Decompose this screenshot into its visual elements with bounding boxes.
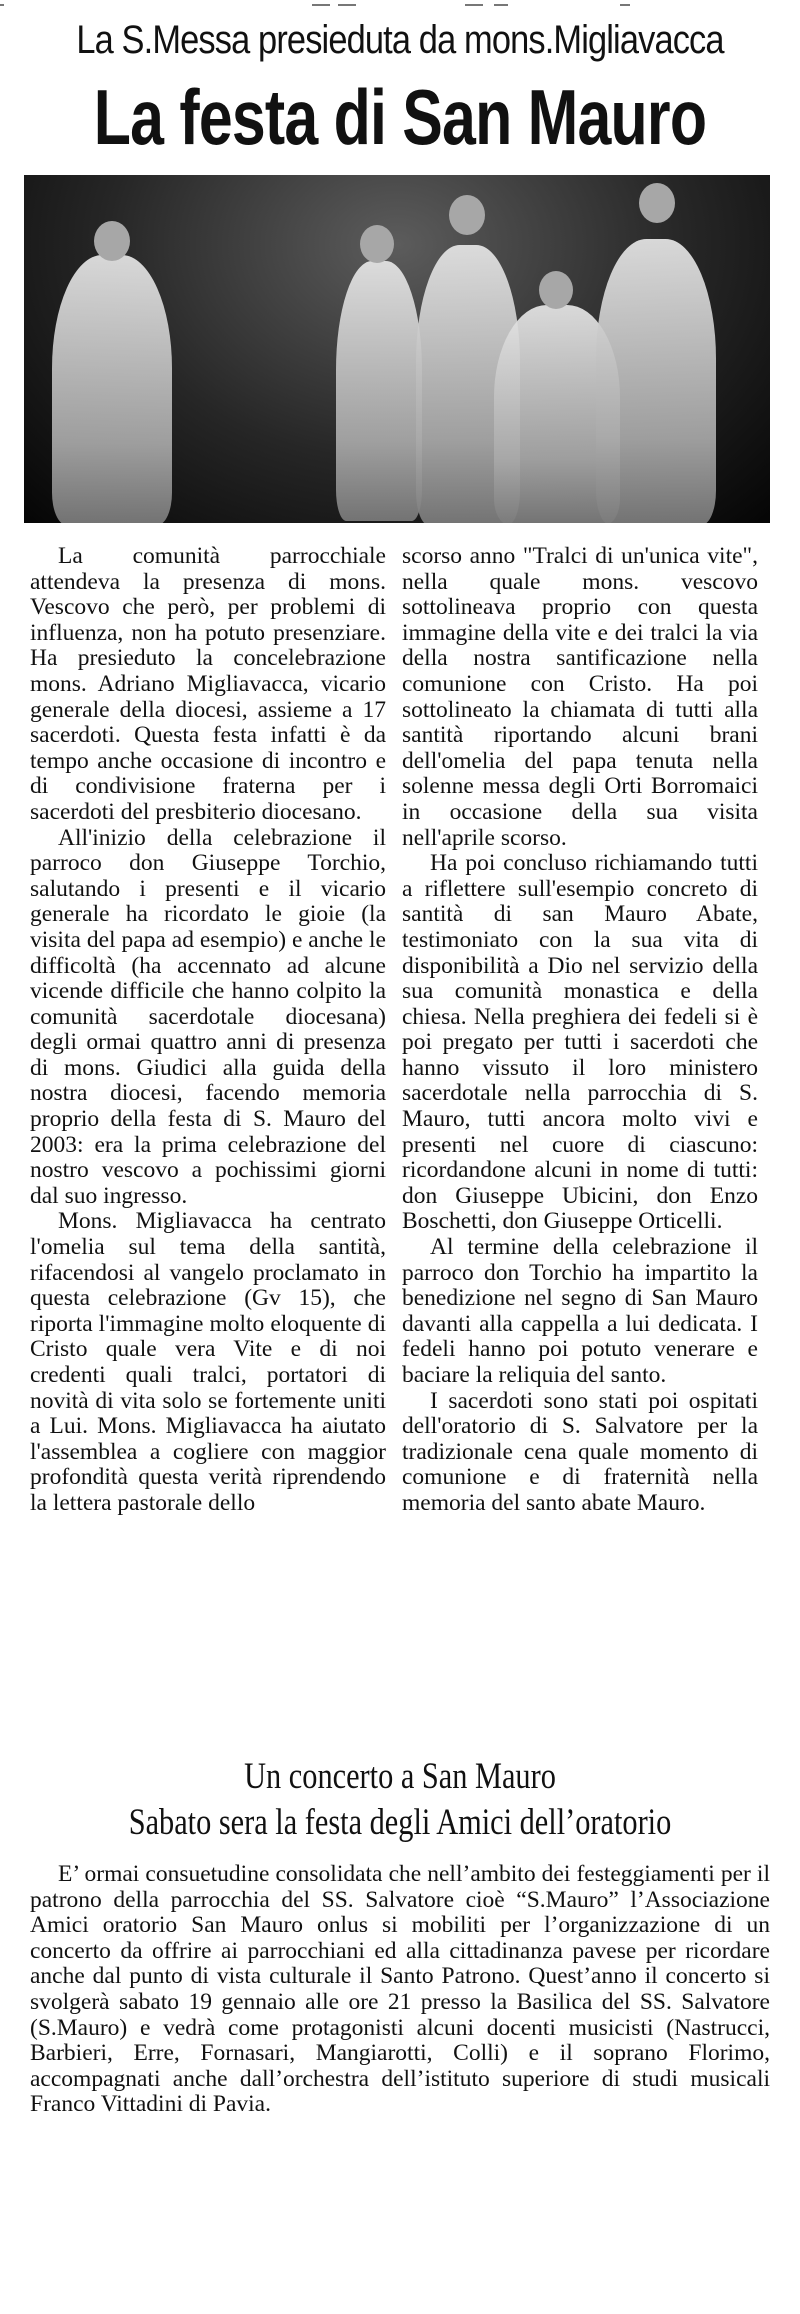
- kicker: La S.Messa presieduta da mons.Migliavacca: [76, 18, 724, 62]
- paragraph: I sacerdoti sono stati poi ospitati dell'oratorio di S. Salvatore per la tradizionale cena quale momento di comunione e di fraternità nella memoria del santo abate Mauro.: [402, 1387, 758, 1516]
- paragraph: E’ ormai consuetudine consolidata che nell’ambito dei festeggiamenti per il patrono della parrocchia del SS. Salvatore cioè “S.Mauro” l’Associazione Amici oratorio San Mauro onlus si mobiliti per l’organizzazione di un concerto da offrire ai parrocchiani ed alla cittadinanza pavese per ricordare anche dal punto di vista culturale il Santo Patrono. Quest’anno il concerto si svolgerà sabato 19 gennaio alle ore 21 presso la Basilica del SS. Salvatore (S.Mauro) e vedrà come protagonisti alcuni docenti musicisti (Nastrucci, Barbieri, Erre, Fornasari, Mangiarotti, Colli) e il soprano Florimo, accompagnati anche dall’orchestra dell’istituto superiore di studi musicali Franco Vittadini di Pavia.: [30, 1861, 770, 2118]
- article-column-left: [30, 544, 386, 1517]
- paragraph: Mons. Migliavacca ha centrato l'omelia sul tema della santità, rifacendosi al vangelo proclamato in questa celebrazione (Gv 15), che riporta l'immagine molto eloquente di Cristo quale vera Vite e di noi credenti quali tralci, portatori di novità di vita solo se fortemente uniti a Lui. Mons. Migliavacca ha aiutato l'assemblea a cogliere con maggior profondità questa verità riprendendo la lettera pastorale dello: [30, 1208, 386, 1516]
- concert-subtitle: Sabato sera la festa degli Amici dell’oratorio: [128, 1802, 672, 1843]
- headline: La festa di San Mauro: [93, 73, 707, 161]
- paragraph: scorso anno "Tralci di un'unica vite", nella quale mons. vescovo sottolineava proprio con questa immagine della vite e dei tralci la via della nostra santificazione nella comunione con Cristo. Ha poi sottolineato la chiamata di tutti alla santità riportando alcuni brani dell'omelia del papa tenuta nella solenne messa degli Orti Borromaici in occasione della sua visita nell'aprile scorso.: [402, 543, 758, 851]
- concert-title: Un concerto a San Mauro: [244, 1756, 556, 1797]
- paragraph: La comunità parrocchiale attendeva la presenza di mons. Vescovo che però, per problemi di influenza, non ha potuto presenziare. Ha presieduto la concelebrazione mons. Adriano Migliavacca, vicario generale della diocesi, assieme a 17 sacerdoti. Questa festa infatti è da tempo anche occasione di incontro e di condivisione fraterna per i sacerdoti del presbiterio diocesano.: [30, 543, 386, 825]
- concert-text: [30, 1862, 770, 2118]
- paragraph: Ha poi concluso richiamando tutti a riflettere sull'esempio concreto di santità di san Mauro Abate, testimoniato con la sua vita di disponibilità a Dio nel servizio della sua comunità monastica e della chiesa. Nella preghiera dei fedeli si è poi pregato per tutti i sacerdoti che hanno vissuto il loro ministero sacerdotale nella parrocchia di S. Mauro, tutti ancora molto vivi e presenti nel cuore di ciascuno: ricordandone alcuni in nome di tutti: don Giuseppe Ubicini, don Enzo Boschetti, don Giuseppe Orticelli.: [402, 850, 758, 1235]
- top-rule: [0, 4, 800, 5]
- article-column-right: [402, 544, 758, 1517]
- paragraph: All'inizio della celebrazione il parroco don Giuseppe Torchio, salutando i presenti e il vicario generale ha ricordato le gioie (la visita del papa ad esempio) e anche le difficoltà (ha accennato ad alcune vicende difficile che hanno colpito la comunità sacerdotale diocesana) degli ormai quattro anni di presenza di mons. Giudici alla guida della nostra diocesi, facendo memoria proprio della festa di S. Mauro del 2003: era la prima celebrazione del nostro vescovo a pochissimi giorni dal suo ingresso.: [30, 824, 386, 1209]
- paragraph: Al termine della celebrazione il parroco don Torchio ha impartito la benedizione nel segno di San Mauro davanti alla cappella a lui dedicata. I fedeli hanno poi potuto venerare e baciare la reliquia del santo.: [402, 1234, 758, 1388]
- photo-priests-icon: [24, 175, 770, 523]
